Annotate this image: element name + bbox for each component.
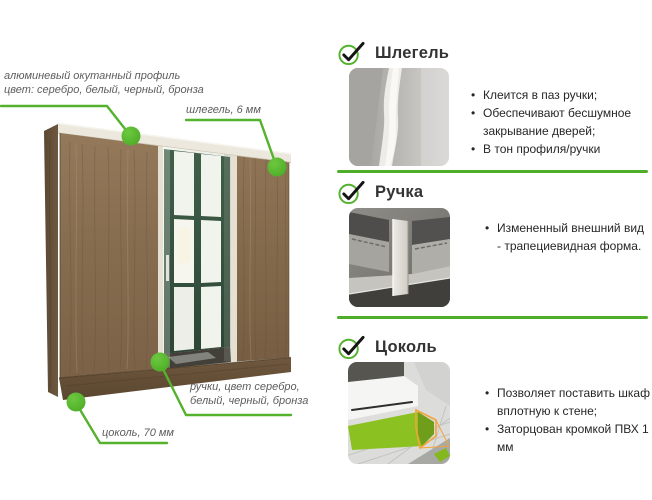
handle-profile-image — [349, 208, 450, 307]
plinth-bullet-list — [484, 384, 652, 456]
section-shlegel-header — [338, 40, 449, 66]
section-divider-2 — [337, 316, 648, 319]
callout-plinth-line1: цоколь, 70 мм — [102, 427, 174, 439]
shlegel-brush-seal-image — [349, 68, 449, 166]
bullet-item: • Обеспечивают бесшумное закрывание дверей; — [470, 104, 652, 140]
window-reflection-highlight — [178, 228, 190, 264]
handle-bullet-list — [484, 219, 646, 255]
wardrobe-mirror-door — [163, 147, 231, 370]
callout-profile — [4, 70, 204, 97]
callout-plinth — [102, 427, 174, 441]
plinth-photo — [348, 362, 450, 464]
check-circle-icon — [338, 334, 365, 360]
green-dot-marker-shlegel — [268, 158, 287, 177]
section-handle-header — [338, 179, 423, 205]
plinth-base-image — [348, 362, 450, 464]
bullet-item: • Измененный внешний вид - трапециевидная форма. — [484, 219, 646, 255]
section-divider-1 — [337, 170, 648, 173]
check-circle-icon — [338, 179, 365, 205]
bullet-item: • В тон профиля/ручки — [470, 140, 652, 158]
callout-profile-line2: цвет: серебро, белый, черный, бронза — [4, 83, 204, 96]
section-plinth-header — [338, 334, 437, 360]
shlegel-bullet-list — [470, 86, 652, 158]
callout-shlegel-line1: шлегель, 6 мм — [186, 104, 261, 116]
callout-handles-line1: ручки, цвет серебро, — [190, 381, 300, 393]
wardrobe-side-panel — [44, 124, 58, 397]
wardrobe-left-door — [60, 133, 158, 378]
bullet-item: • Позволяет поставить шкаф вплотную к стене; — [484, 384, 652, 420]
callout-shlegel — [186, 104, 261, 118]
callout-profile-line1: алюминевый окутанный профиль — [4, 70, 181, 82]
check-circle-icon — [338, 40, 365, 66]
door-handle-profile-right — [231, 155, 237, 362]
callout-handles — [190, 381, 308, 408]
section-shlegel-title: Шлегель — [375, 43, 450, 62]
bullet-item: • Клеится в паз ручки; — [470, 86, 652, 104]
door-handle-profile-left — [158, 146, 163, 369]
shlegel-photo — [349, 68, 449, 166]
bullet-item: • Заторцован кромкой ПВХ 1 мм — [484, 420, 652, 456]
callout-handles-line2: белый, черный, бронза — [190, 394, 309, 407]
section-handle-title: Ручка — [375, 182, 424, 201]
green-dot-marker-profile — [122, 127, 141, 146]
section-plinth-title: Цоколь — [375, 337, 437, 356]
green-dot-marker-plinth — [67, 393, 86, 412]
handle-photo — [349, 208, 450, 307]
wardrobe-right-door — [237, 156, 289, 362]
green-dot-marker-handles — [151, 353, 170, 372]
